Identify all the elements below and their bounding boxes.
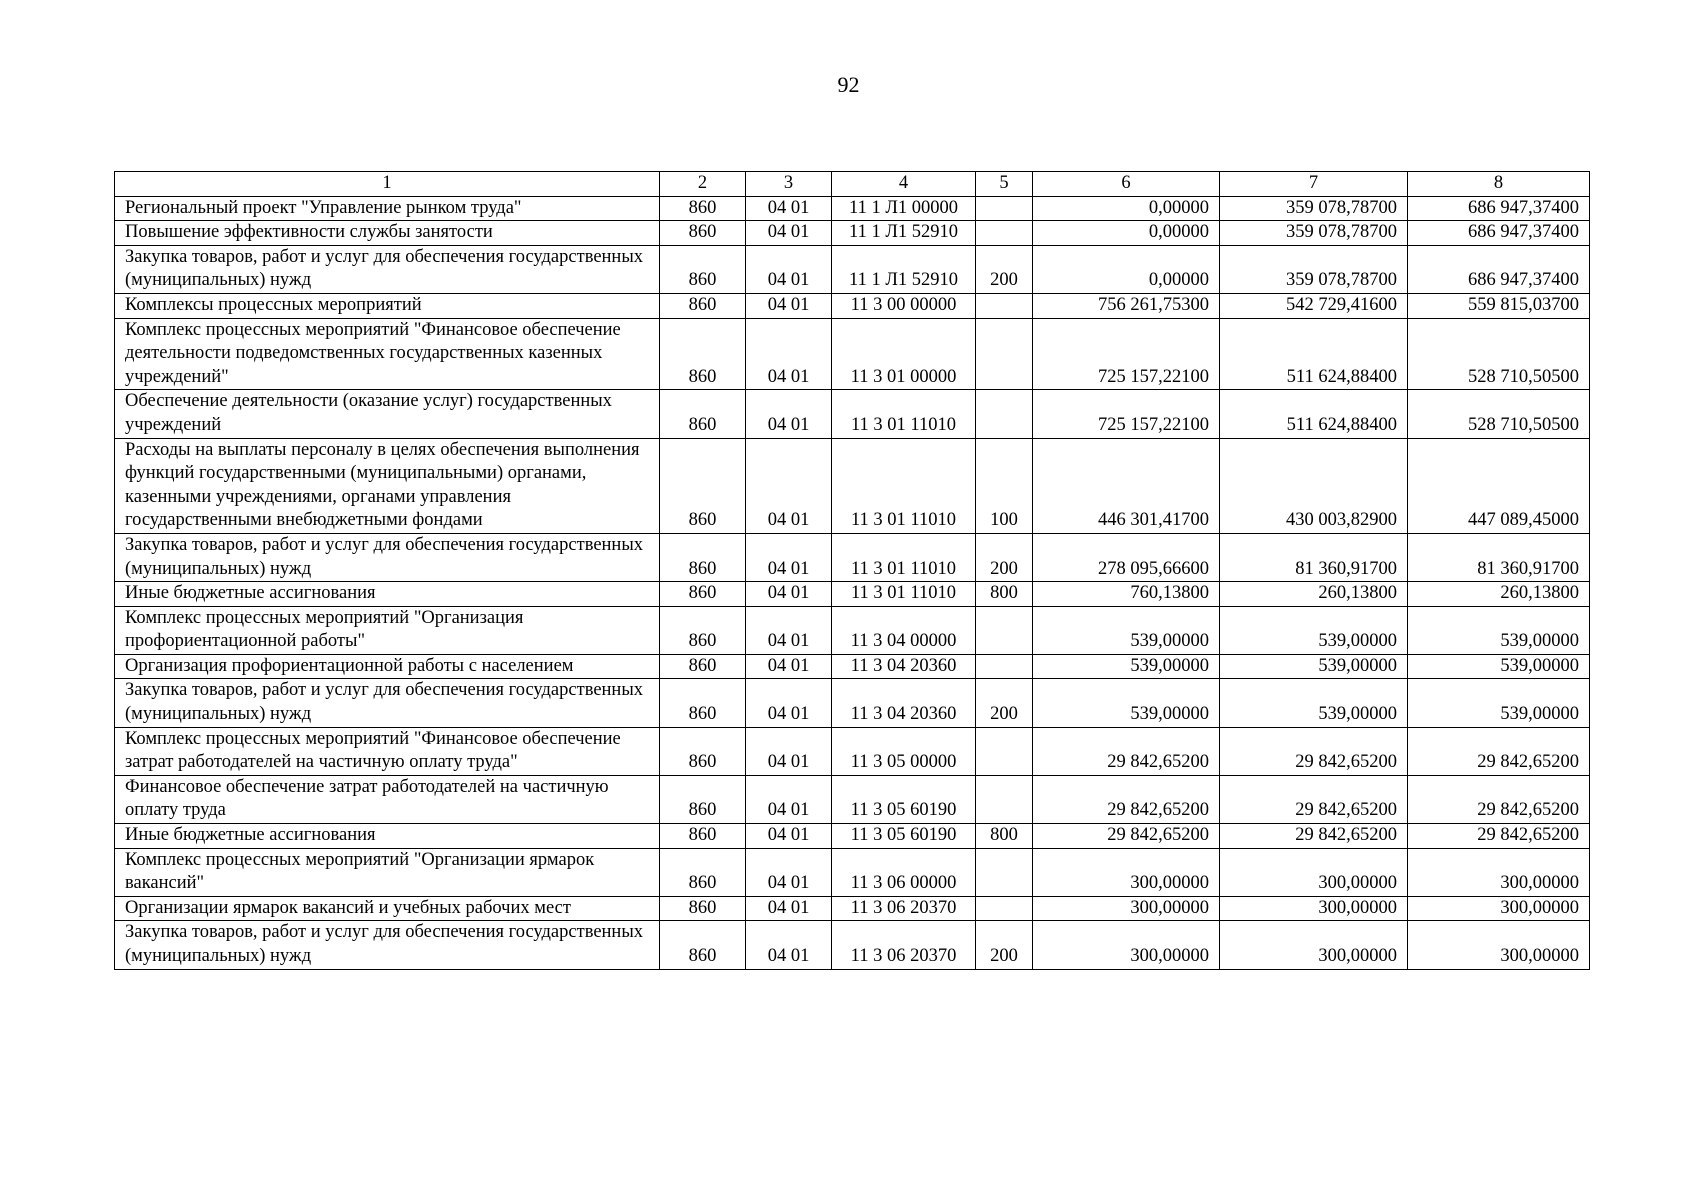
- cell-amount-6: 725 157,22100: [1033, 390, 1220, 438]
- cell-vr: 200: [976, 533, 1033, 581]
- cell-amount-6: 300,00000: [1033, 848, 1220, 896]
- cell-name: Комплекс процессных мероприятий "Финансовое обеспечение деятельности подведомственных государственных казенных учреждений": [115, 318, 660, 390]
- cell-name: Региональный проект "Управление рынком труда": [115, 196, 660, 221]
- table-row: [115, 921, 1590, 969]
- cell-section: 04 01: [746, 848, 832, 896]
- cell-section: 04 01: [746, 896, 832, 921]
- cell-amount-6: 0,00000: [1033, 196, 1220, 221]
- cell-grbs: 860: [660, 727, 746, 775]
- cell-amount-8: 300,00000: [1408, 896, 1590, 921]
- cell-name: Закупка товаров, работ и услуг для обеспечения государственных (муниципальных) нужд: [115, 245, 660, 293]
- cell-name: Комплекс процессных мероприятий "Организации ярмарок вакансий": [115, 848, 660, 896]
- table-row: [115, 196, 1590, 221]
- table-row: [115, 654, 1590, 679]
- header-cell: 6: [1033, 172, 1220, 197]
- cell-section: 04 01: [746, 727, 832, 775]
- cell-amount-8: 260,13800: [1408, 582, 1590, 607]
- cell-grbs: 860: [660, 582, 746, 607]
- table-row: [115, 775, 1590, 823]
- cell-amount-8: 528 710,50500: [1408, 318, 1590, 390]
- table-body: [115, 172, 1590, 970]
- cell-csr: 11 3 06 20370: [832, 921, 976, 969]
- cell-name: Комплекс процессных мероприятий "Организация профориентационной работы": [115, 606, 660, 654]
- cell-name: Организации ярмарок вакансий и учебных рабочих мест: [115, 896, 660, 921]
- cell-grbs: 860: [660, 606, 746, 654]
- cell-vr: [976, 727, 1033, 775]
- cell-amount-8: 686 947,37400: [1408, 196, 1590, 221]
- header-cell: 2: [660, 172, 746, 197]
- cell-csr: 11 3 01 11010: [832, 582, 976, 607]
- cell-amount-6: 300,00000: [1033, 921, 1220, 969]
- cell-vr: 200: [976, 921, 1033, 969]
- cell-amount-6: 756 261,75300: [1033, 293, 1220, 318]
- cell-amount-7: 29 842,65200: [1220, 824, 1408, 849]
- cell-vr: [976, 654, 1033, 679]
- cell-grbs: 860: [660, 390, 746, 438]
- cell-amount-8: 528 710,50500: [1408, 390, 1590, 438]
- cell-amount-7: 359 078,78700: [1220, 221, 1408, 246]
- cell-csr: 11 3 04 20360: [832, 679, 976, 727]
- cell-amount-8: 686 947,37400: [1408, 245, 1590, 293]
- cell-grbs: 860: [660, 318, 746, 390]
- cell-grbs: 860: [660, 654, 746, 679]
- cell-name: Закупка товаров, работ и услуг для обеспечения государственных (муниципальных) нужд: [115, 921, 660, 969]
- cell-amount-8: 447 089,45000: [1408, 438, 1590, 533]
- cell-name: Организация профориентационной работы с населением: [115, 654, 660, 679]
- cell-amount-6: 725 157,22100: [1033, 318, 1220, 390]
- cell-amount-7: 29 842,65200: [1220, 775, 1408, 823]
- cell-section: 04 01: [746, 293, 832, 318]
- cell-amount-7: 511 624,88400: [1220, 390, 1408, 438]
- cell-vr: [976, 775, 1033, 823]
- cell-csr: 11 3 05 60190: [832, 824, 976, 849]
- table-row: [115, 582, 1590, 607]
- cell-amount-8: 300,00000: [1408, 848, 1590, 896]
- cell-amount-8: 81 360,91700: [1408, 533, 1590, 581]
- cell-amount-7: 29 842,65200: [1220, 727, 1408, 775]
- cell-vr: [976, 196, 1033, 221]
- cell-amount-6: 760,13800: [1033, 582, 1220, 607]
- cell-section: 04 01: [746, 606, 832, 654]
- header-cell: 4: [832, 172, 976, 197]
- cell-amount-7: 300,00000: [1220, 896, 1408, 921]
- cell-vr: [976, 390, 1033, 438]
- cell-amount-7: 81 360,91700: [1220, 533, 1408, 581]
- table-row: [115, 533, 1590, 581]
- cell-csr: 11 3 04 20360: [832, 654, 976, 679]
- table-row: [115, 438, 1590, 533]
- cell-amount-8: 29 842,65200: [1408, 824, 1590, 849]
- cell-section: 04 01: [746, 582, 832, 607]
- cell-csr: 11 3 00 00000: [832, 293, 976, 318]
- table-row: [115, 293, 1590, 318]
- cell-grbs: 860: [660, 438, 746, 533]
- cell-csr: 11 3 01 00000: [832, 318, 976, 390]
- cell-amount-8: 539,00000: [1408, 654, 1590, 679]
- cell-amount-8: 686 947,37400: [1408, 221, 1590, 246]
- cell-amount-7: 300,00000: [1220, 921, 1408, 969]
- cell-csr: 11 3 04 00000: [832, 606, 976, 654]
- cell-vr: [976, 221, 1033, 246]
- cell-csr: 11 3 05 60190: [832, 775, 976, 823]
- cell-section: 04 01: [746, 921, 832, 969]
- cell-grbs: 860: [660, 245, 746, 293]
- table-row: [115, 896, 1590, 921]
- cell-csr: 11 3 01 11010: [832, 438, 976, 533]
- cell-amount-8: 539,00000: [1408, 679, 1590, 727]
- header-cell: 5: [976, 172, 1033, 197]
- cell-amount-6: 29 842,65200: [1033, 727, 1220, 775]
- cell-name: Финансовое обеспечение затрат работодателей на частичную оплату труда: [115, 775, 660, 823]
- cell-amount-6: 29 842,65200: [1033, 775, 1220, 823]
- cell-amount-7: 539,00000: [1220, 679, 1408, 727]
- cell-amount-8: 29 842,65200: [1408, 727, 1590, 775]
- cell-amount-8: 539,00000: [1408, 606, 1590, 654]
- cell-amount-6: 539,00000: [1033, 679, 1220, 727]
- cell-grbs: 860: [660, 921, 746, 969]
- cell-amount-7: 260,13800: [1220, 582, 1408, 607]
- cell-amount-7: 359 078,78700: [1220, 245, 1408, 293]
- cell-csr: 11 3 06 20370: [832, 896, 976, 921]
- cell-amount-7: 539,00000: [1220, 654, 1408, 679]
- table-row: [115, 221, 1590, 246]
- cell-amount-6: 0,00000: [1033, 245, 1220, 293]
- cell-vr: 800: [976, 582, 1033, 607]
- cell-csr: 11 1 Л1 52910: [832, 221, 976, 246]
- cell-section: 04 01: [746, 654, 832, 679]
- cell-amount-7: 542 729,41600: [1220, 293, 1408, 318]
- cell-section: 04 01: [746, 390, 832, 438]
- cell-amount-7: 300,00000: [1220, 848, 1408, 896]
- table-row: [115, 390, 1590, 438]
- cell-amount-7: 511 624,88400: [1220, 318, 1408, 390]
- cell-amount-6: 539,00000: [1033, 654, 1220, 679]
- cell-section: 04 01: [746, 679, 832, 727]
- table-row: [115, 727, 1590, 775]
- cell-section: 04 01: [746, 196, 832, 221]
- cell-section: 04 01: [746, 221, 832, 246]
- cell-section: 04 01: [746, 775, 832, 823]
- budget-table: [114, 171, 1590, 970]
- cell-amount-7: 359 078,78700: [1220, 196, 1408, 221]
- cell-section: 04 01: [746, 438, 832, 533]
- cell-vr: [976, 606, 1033, 654]
- cell-name: Комплекс процессных мероприятий "Финансовое обеспечение затрат работодателей на частичную оплату труда": [115, 727, 660, 775]
- cell-amount-6: 0,00000: [1033, 221, 1220, 246]
- cell-amount-6: 29 842,65200: [1033, 824, 1220, 849]
- cell-name: Иные бюджетные ассигнования: [115, 582, 660, 607]
- cell-amount-8: 300,00000: [1408, 921, 1590, 969]
- cell-vr: 200: [976, 679, 1033, 727]
- header-cell: 3: [746, 172, 832, 197]
- cell-grbs: 860: [660, 896, 746, 921]
- table-row: [115, 848, 1590, 896]
- table-header-row: [115, 172, 1590, 197]
- cell-vr: [976, 318, 1033, 390]
- cell-name: Расходы на выплаты персоналу в целях обеспечения выполнения функций государственными (муниципальными) органами, казенными учреждениями, органами управления государственными внебюджетными фондами: [115, 438, 660, 533]
- table-row: [115, 824, 1590, 849]
- cell-amount-6: 446 301,41700: [1033, 438, 1220, 533]
- cell-csr: 11 3 05 00000: [832, 727, 976, 775]
- cell-csr: 11 3 01 11010: [832, 390, 976, 438]
- header-cell: 8: [1408, 172, 1590, 197]
- cell-amount-6: 278 095,66600: [1033, 533, 1220, 581]
- table-row: [115, 318, 1590, 390]
- table-row: [115, 245, 1590, 293]
- cell-section: 04 01: [746, 824, 832, 849]
- cell-section: 04 01: [746, 533, 832, 581]
- cell-grbs: 860: [660, 533, 746, 581]
- cell-name: Иные бюджетные ассигнования: [115, 824, 660, 849]
- cell-csr: 11 1 Л1 52910: [832, 245, 976, 293]
- cell-grbs: 860: [660, 848, 746, 896]
- cell-amount-6: 300,00000: [1033, 896, 1220, 921]
- cell-section: 04 01: [746, 245, 832, 293]
- cell-grbs: 860: [660, 196, 746, 221]
- cell-vr: 100: [976, 438, 1033, 533]
- cell-name: Закупка товаров, работ и услуг для обеспечения государственных (муниципальных) нужд: [115, 533, 660, 581]
- cell-name: Обеспечение деятельности (оказание услуг) государственных учреждений: [115, 390, 660, 438]
- cell-csr: 11 1 Л1 00000: [832, 196, 976, 221]
- cell-amount-7: 539,00000: [1220, 606, 1408, 654]
- cell-amount-8: 559 815,03700: [1408, 293, 1590, 318]
- cell-vr: [976, 896, 1033, 921]
- cell-amount-7: 430 003,82900: [1220, 438, 1408, 533]
- cell-name: Закупка товаров, работ и услуг для обеспечения государственных (муниципальных) нужд: [115, 679, 660, 727]
- cell-name: Комплексы процессных мероприятий: [115, 293, 660, 318]
- page-number: 92: [837, 72, 860, 97]
- cell-grbs: 860: [660, 679, 746, 727]
- table-row: [115, 606, 1590, 654]
- cell-grbs: 860: [660, 221, 746, 246]
- cell-vr: [976, 293, 1033, 318]
- cell-csr: 11 3 01 11010: [832, 533, 976, 581]
- cell-vr: [976, 848, 1033, 896]
- table-row: [115, 679, 1590, 727]
- cell-grbs: 860: [660, 293, 746, 318]
- cell-amount-6: 539,00000: [1033, 606, 1220, 654]
- cell-vr: 200: [976, 245, 1033, 293]
- cell-csr: 11 3 06 00000: [832, 848, 976, 896]
- header-cell: 1: [115, 172, 660, 197]
- header-cell: 7: [1220, 172, 1408, 197]
- cell-grbs: 860: [660, 824, 746, 849]
- cell-grbs: 860: [660, 775, 746, 823]
- cell-name: Повышение эффективности службы занятости: [115, 221, 660, 246]
- cell-vr: 800: [976, 824, 1033, 849]
- cell-amount-8: 29 842,65200: [1408, 775, 1590, 823]
- cell-section: 04 01: [746, 318, 832, 390]
